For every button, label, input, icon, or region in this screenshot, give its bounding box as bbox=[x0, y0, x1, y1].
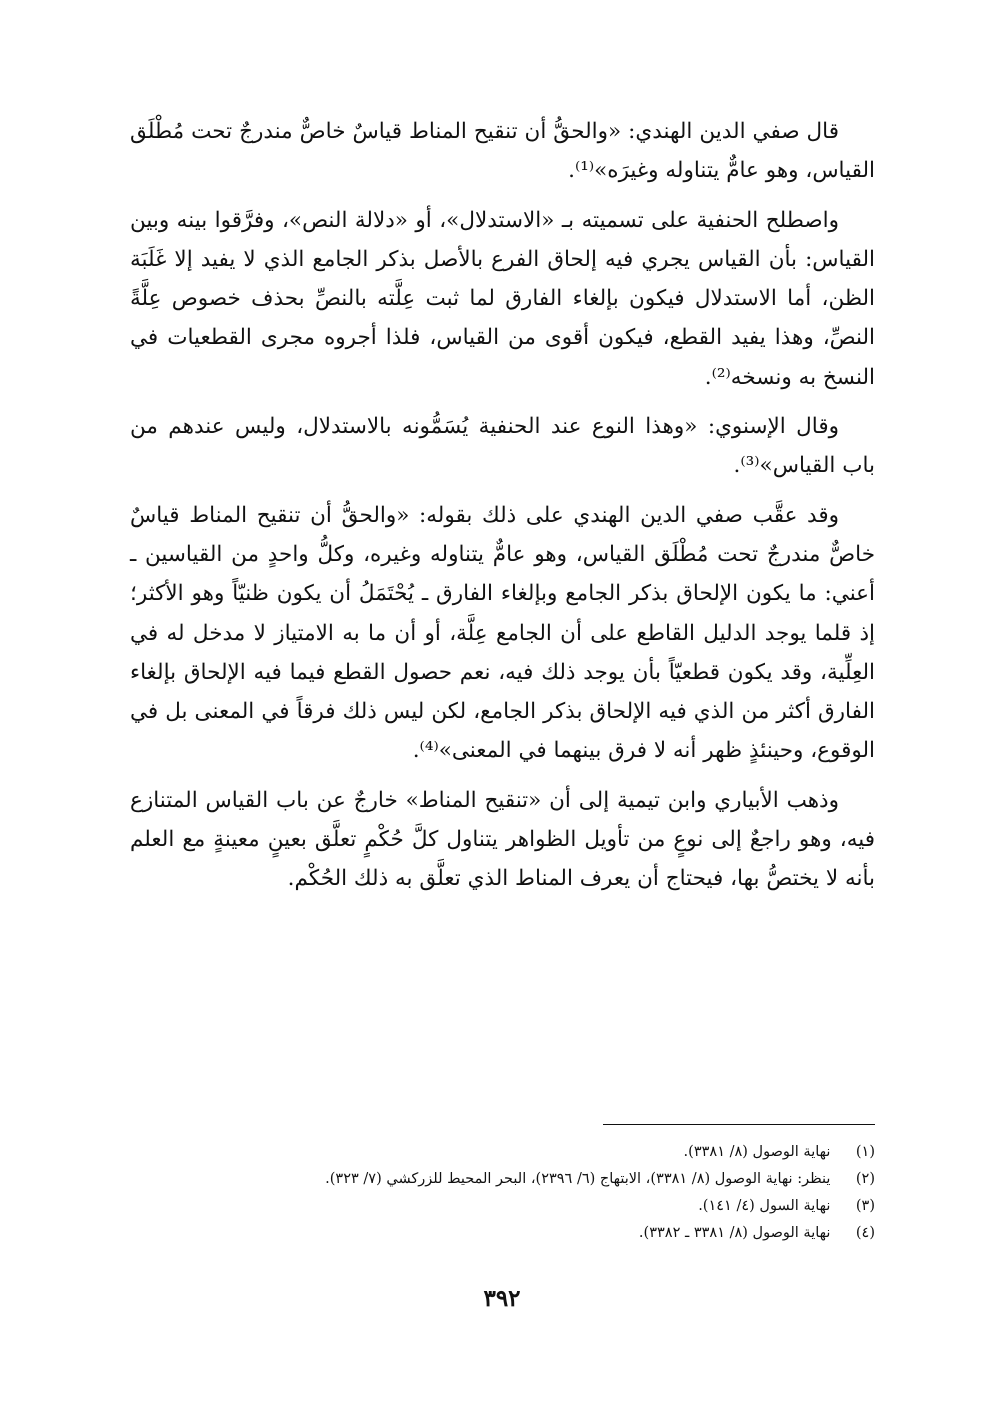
paragraph-2: واصطلح الحنفية على تسميته بـ «الاستدلال»، أو «دلالة النص»، وفرَّقوا بينه وبين القياس: بأن القياس يجري فيه إلحاق الفرع بالأصل بذكر الجامع الذي لا يفيد إلا غَلَبَة الظن، أما الاستدلال فيكون بإلغاء الفارق لما ثبت عِلَّته بالنصِّ بحذف خصوص عِلَّةً النصِّ، وهذا يفيد القطع، فيكون أقوى من القياس، فلذا أجروه مجرى القطعيات في النسخ به ونسخه⁽²⁾. bbox=[130, 207, 875, 390]
footnote-4 bbox=[130, 1220, 875, 1247]
footnote-3 bbox=[130, 1193, 875, 1220]
footnote-text: نهاية الوصول (٨/ ٣٣٨١). bbox=[683, 1144, 831, 1160]
footnote-number: (٤) bbox=[855, 1225, 875, 1241]
footnote-divider bbox=[603, 1124, 875, 1125]
paragraph-5: وذهب الأبياري وابن تيمية إلى أن «تنقيح المناط» خارجٌ عن باب القياس المتنازع فيه، وهو راجعٌ إلى نوعٍ من تأويل الظواهر يتناول كلَّ حُكْمٍ تعلَّق بعينٍ معينةٍ مع العلم بأنه لا يختصُّ بها، فيحتاج أن يعرف المناط الذي تعلَّق به ذلك الحُكْم. bbox=[130, 787, 875, 892]
paragraph-3: وقال الإسنوي: «وهذا النوع عند الحنفية يُسَمُّونه بالاستدلال، وليس عندهم من باب القياس»⁽³⁾. bbox=[130, 414, 875, 479]
page-number: ٣٩٢ bbox=[483, 1285, 521, 1312]
footnotes bbox=[130, 1139, 875, 1247]
footnote-1 bbox=[130, 1139, 875, 1166]
footnote-number: (٢) bbox=[855, 1171, 875, 1187]
main-text bbox=[130, 112, 875, 899]
paragraph-4: وقد عقَّب صفي الدين الهندي على ذلك بقوله: «والحقُّ أن تنقيح المناط قياسٌ خاصٌّ مندرجٌ تحت مُطْلَق القياس، وهو عامٌّ يتناوله وغيره، وكلُّ واحدٍ من القياسين ـ أعني: ما يكون الإلحاق بذكر الجامع وبإلغاء الفارق ـ يُحْتَمَلُ أن يكون ظنيّاً وهو الأكثر؛ إذ قلما يوجد الدليل القاطع على أن الجامع عِلَّة، أو أن ما به الامتياز لا مدخل له في العِلِّية، وقد يكون قطعيّاً بأن يوجد ذلك فيه، نعم حصول القطع فيما فيه الإلحاق بإلغاء الفارق أكثر من الذي فيه الإلحاق بذكر الجامع، لكن ليس ذلك فرقاً في المعنى بل في الوقوع، وحينئذٍ ظهر أنه لا فرق بينهما في المعنى»⁽⁴⁾. bbox=[130, 502, 875, 764]
footnote-2 bbox=[130, 1166, 875, 1193]
footnote-number: (١) bbox=[855, 1144, 875, 1160]
footnote-text: نهاية السول (٤/ ١٤١). bbox=[698, 1198, 831, 1214]
footnote-text: ينظر: نهاية الوصول (٨/ ٣٣٨١)، الابتهاج (٦/ ٢٣٩٦)، البحر المحيط للزركشي (٧/ ٣٢٣). bbox=[325, 1171, 831, 1187]
paragraph-1: قال صفي الدين الهندي: «والحقُّ أن تنقيح المناط قياسٌ خاصٌّ مندرجٌ تحت مُطْلَق القياس، وهو عامٌّ يتناوله وغيرَه»⁽¹⁾. bbox=[130, 119, 875, 184]
footnote-number: (٣) bbox=[855, 1198, 875, 1214]
footnote-text: نهاية الوصول (٨/ ٣٣٨١ ـ ٣٣٨٢). bbox=[638, 1225, 831, 1241]
